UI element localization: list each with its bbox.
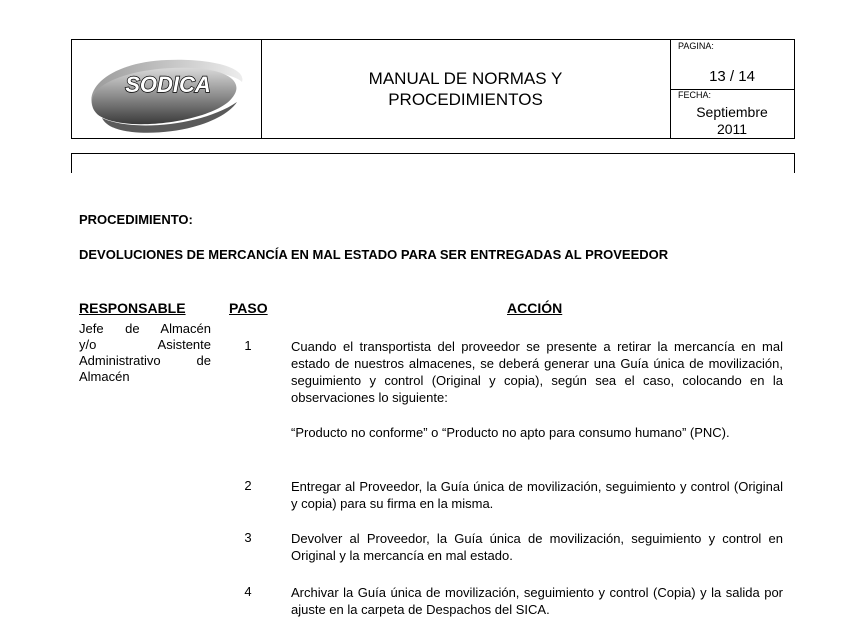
step-text: Entregar al Proveedor, la Guía única de movilización, seguimiento y control (Original y copia) para su firma en la misma. — [291, 479, 783, 511]
date-year: 2011 — [716, 121, 748, 137]
step-number: 3 — [244, 530, 252, 545]
column-header-responsable: RESPONSABLE — [79, 300, 186, 316]
meta-cell — [670, 40, 794, 138]
step-number: 1 — [244, 338, 252, 353]
logo-cell — [72, 40, 262, 138]
page-label: PAGINA: — [678, 41, 714, 51]
logo-text: SODICA — [125, 72, 211, 97]
date-label: FECHA: — [678, 90, 712, 100]
responsible-party — [79, 321, 211, 385]
title-line-1: MANUAL DE NORMAS Y — [368, 69, 563, 88]
procedure-label: PROCEDIMIENTO: — [79, 212, 193, 227]
responsible-line-3: Administrativo de — [79, 353, 211, 368]
step-text: Archivar la Guía única de movilización, seguimiento y control (Copia) y la salida por ajuste en la carpeta de Despachos del SICA. — [291, 585, 783, 617]
column-header-paso: PASO — [229, 300, 268, 316]
title-line-2: PROCEDIMIENTOS — [388, 90, 543, 109]
date-value — [670, 104, 794, 138]
step-number: 2 — [244, 478, 252, 493]
responsible-line-1: Jefe de Almacén — [79, 321, 211, 336]
responsible-line-4: Almacén — [79, 369, 130, 384]
document-header — [71, 39, 795, 139]
step-number: 4 — [244, 584, 252, 599]
page-value: 13 / 14 — [709, 68, 755, 85]
sodica-logo — [72, 40, 261, 138]
date-month: Septiembre — [696, 104, 768, 120]
manual-title — [261, 40, 671, 138]
responsible-line-2: y/o Asistente — [79, 337, 211, 352]
procedure-title: DEVOLUCIONES DE MERCANCÍA EN MAL ESTADO PARA SER ENTREGADAS AL PROVEEDOR — [79, 247, 669, 262]
date-info — [670, 89, 794, 138]
step-text: Devolver al Proveedor, la Guía única de movilización, seguimiento y control en Original y la mercancía en mal estado. — [291, 531, 783, 563]
step-text: Cuando el transportista del proveedor se presente a retirar la mercancía en mal estado de nuestros almacenes, se deberá generar una Guía única de movilización, seguimiento y control (Original y copia), según sea el caso, colocando en la observaciones lo siguiente: — [291, 339, 783, 405]
content-frame — [71, 153, 795, 173]
step-note: “Producto no conforme” o “Producto no apto para consumo humano” (PNC). — [291, 425, 730, 440]
column-header-accion: ACCIÓN — [507, 300, 563, 316]
page-info — [670, 40, 794, 90]
